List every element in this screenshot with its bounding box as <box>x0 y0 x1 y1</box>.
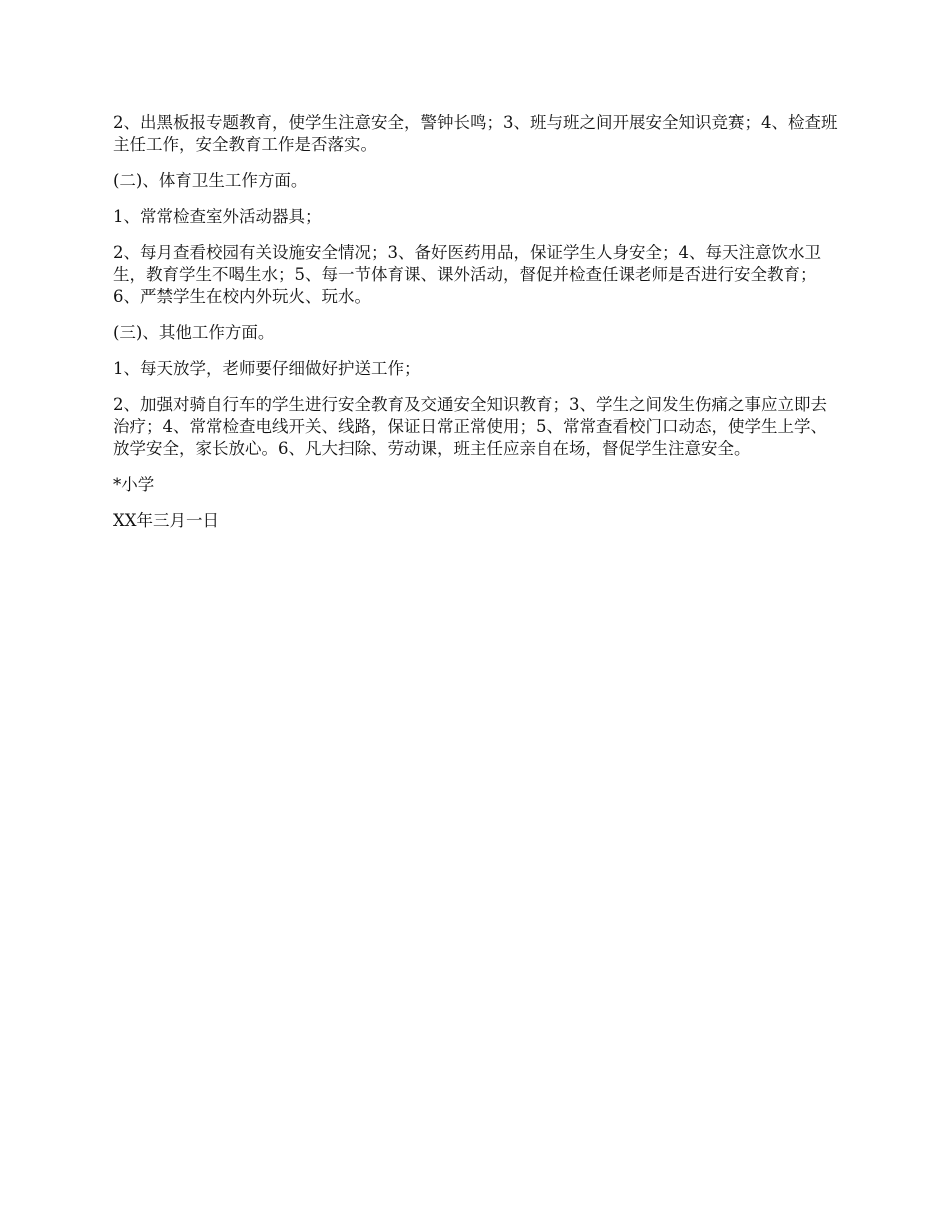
paragraph-escort-duty: 1、每天放学，老师要仔细做好护送工作； <box>113 359 421 378</box>
document-date: XX年三月一日 <box>113 511 219 530</box>
document-body <box>113 112 838 546</box>
section-heading-other-work: (三)、其他工作方面。 <box>113 323 275 342</box>
paragraph-traffic-safety: 2、加强对骑自行车的学生进行安全教育及交通安全知识教育；3、学生之间发生伤痛之事应立即去治疗；4、常常检查电线开关、线路，保证日常正常使用；5、常常查看校门口动态，使学生上学、放学安全，家长放心。6、凡大扫除、劳动课，班主任应亲自在场，督促学生注意安全。 <box>113 395 827 458</box>
paragraph-equipment-check: 1、常常检查室外活动器具； <box>113 207 322 226</box>
paragraph-safety-education: 2、出黑板报专题教育，使学生注意安全，警钟长鸣；3、班与班之间开展安全知识竞赛；4、检查班主任工作，安全教育工作是否落实。 <box>113 113 838 154</box>
signature-school: *小学 <box>113 475 155 494</box>
section-heading-sports-health: (二)、体育卫生工作方面。 <box>113 171 308 190</box>
paragraph-monthly-inspection: 2、每月查看校园有关设施安全情况；3、备好医药用品，保证学生人身安全；4、每天注意饮水卫生，教育学生不喝生水；5、每一节体育课、课外活动，督促并检查任课老师是否进行安全教育；6、严禁学生在校内外玩火、玩水。 <box>113 243 821 306</box>
